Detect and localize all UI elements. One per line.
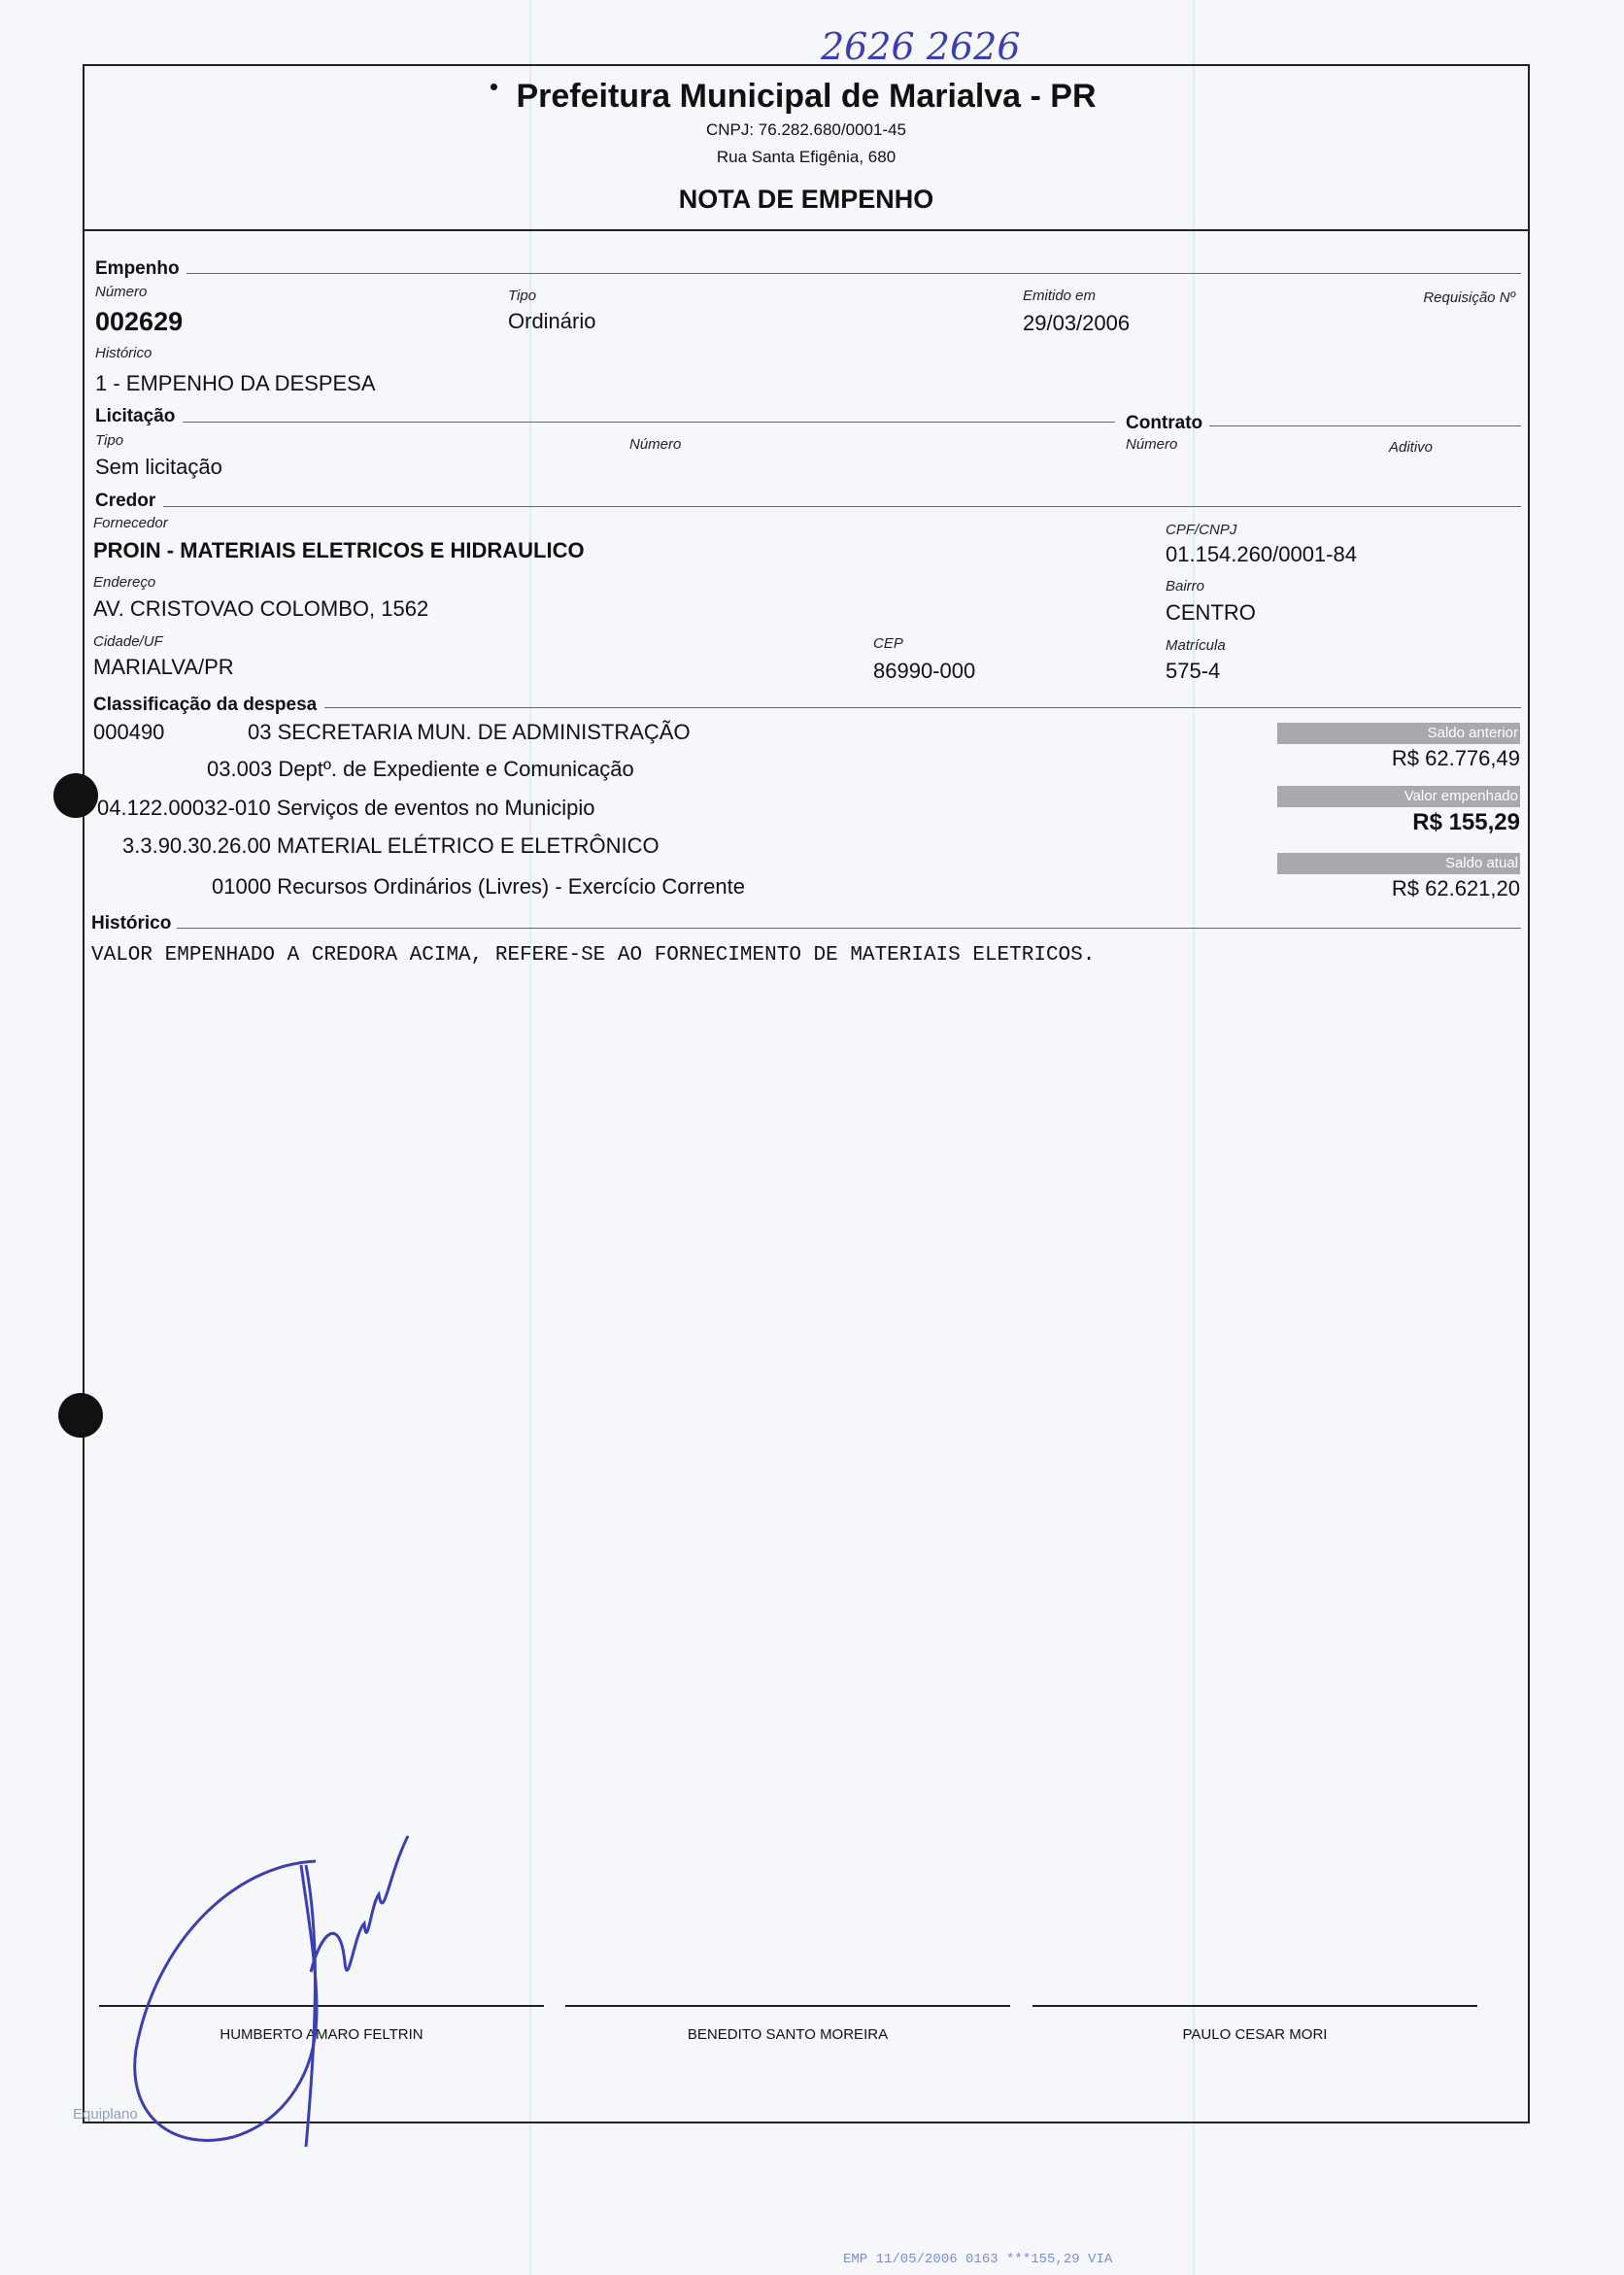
label-cidade: Cidade/UF — [93, 633, 163, 650]
saldo-atual-label: Saldo atual — [1277, 853, 1520, 874]
handwritten-signature — [117, 1826, 427, 2156]
credor-cep: 86990-000 — [873, 659, 976, 683]
credor-cpf: 01.154.260/0001-84 — [1166, 542, 1357, 566]
section-rule — [186, 273, 1521, 274]
classificacao-orgao: 03 SECRETARIA MUN. DE ADMINISTRAÇÃO — [248, 720, 691, 744]
label-aditivo: Aditivo — [1389, 439, 1434, 456]
historico-text: VALOR EMPENHADO A CREDORA ACIMA, REFERE-SE AO FORNECIMENTO DE MATERIAIS ELETRICOS. — [91, 944, 1096, 967]
signatory-3: PAULO CESAR MORI — [1182, 2026, 1328, 2043]
label-historico: Histórico — [95, 345, 152, 361]
label-fornecedor: Fornecedor — [93, 515, 168, 531]
label-numero: Número — [95, 284, 148, 300]
classificacao-unidade: 03.003 Deptº. de Expediente e Comunicação — [207, 757, 634, 781]
signatory-1: HUMBERTO AMARO FELTRIN — [220, 2026, 423, 2043]
section-classificacao: Classificação da despesa — [93, 695, 318, 715]
credor-cidade: MARIALVA/PR — [93, 655, 234, 679]
credor-bairro: CENTRO — [1166, 600, 1256, 625]
section-licitacao: Licitação — [95, 406, 176, 426]
saldo-atual-value: R$ 62.621,20 — [1391, 876, 1520, 900]
section-rule — [1209, 425, 1521, 426]
label-contrato-numero: Número — [1126, 436, 1178, 453]
section-rule — [324, 707, 1521, 708]
signatory-2: BENEDITO SANTO MOREIRA — [687, 2026, 889, 2043]
saldo-anterior-value: R$ 62.776,49 — [1391, 746, 1520, 770]
credor-endereco: AV. CRISTOVAO COLOMBO, 1562 — [93, 596, 429, 621]
punch-hole — [58, 1393, 103, 1438]
section-rule — [183, 422, 1115, 423]
print-stamp: EMP 11/05/2006 0163 ***155,29 VIA — [843, 2252, 1113, 2267]
credor-matricula: 575-4 — [1166, 659, 1221, 683]
empenho-number: 002629 — [95, 307, 184, 336]
licitacao-tipo: Sem licitação — [95, 455, 222, 479]
label-licitacao-numero: Número — [629, 436, 682, 453]
signature-line — [1032, 2005, 1477, 2007]
page-title: Prefeitura Municipal de Marialva - PR — [516, 78, 1097, 115]
empenho-historico: 1 - EMPENHO DA DESPESA — [95, 371, 376, 395]
section-rule — [163, 506, 1521, 507]
empenho-tipo: Ordinário — [508, 309, 596, 333]
signature-line — [565, 2005, 1010, 2007]
label-cep: CEP — [873, 635, 903, 652]
empenho-date: 29/03/2006 — [1023, 311, 1131, 335]
handwritten-number: 2626 2626 — [821, 25, 1021, 68]
classificacao-funcional: 04.122.00032-010 Serviços de eventos no Municipio — [97, 796, 595, 820]
valor-empenhado-label: Valor empenhado — [1277, 786, 1520, 807]
header-cnpj: CNPJ: 76.282.680/0001-45 — [705, 120, 907, 139]
section-rule — [177, 928, 1521, 929]
section-empenho: Empenho — [95, 258, 180, 279]
credor-fornecedor: PROIN - MATERIAIS ELETRICOS E HIDRAULICO — [93, 538, 585, 562]
label-cpf: CPF/CNPJ — [1166, 522, 1237, 538]
label-tipo: Tipo — [508, 288, 537, 304]
label-emitido: Emitido em — [1023, 288, 1097, 304]
section-historico: Histórico — [91, 913, 172, 934]
document-title: NOTA DE EMPENHO — [678, 185, 934, 214]
saldo-anterior-label: Saldo anterior — [1277, 723, 1520, 744]
section-contrato: Contrato — [1126, 413, 1203, 433]
section-credor: Credor — [95, 491, 156, 511]
label-requisicao: Requisição Nº — [1423, 289, 1515, 306]
brand-label: Equiplano — [73, 2106, 138, 2122]
label-bairro: Bairro — [1166, 578, 1205, 594]
punch-hole — [53, 773, 98, 818]
classificacao-elemento: 3.3.90.30.26.00 MATERIAL ELÉTRICO E ELETRÔNICO — [122, 833, 660, 858]
label-licitacao-tipo: Tipo — [95, 432, 124, 449]
header-divider — [83, 229, 1530, 231]
classificacao-code: 000490 — [93, 720, 165, 744]
label-matricula: Matrícula — [1166, 637, 1226, 654]
label-endereco: Endereço — [93, 574, 156, 591]
classificacao-recurso: 01000 Recursos Ordinários (Livres) - Exercício Corrente — [212, 874, 745, 899]
header-address: Rua Santa Efigênia, 680 — [716, 148, 897, 166]
valor-empenhado-value: R$ 155,29 — [1412, 809, 1520, 835]
